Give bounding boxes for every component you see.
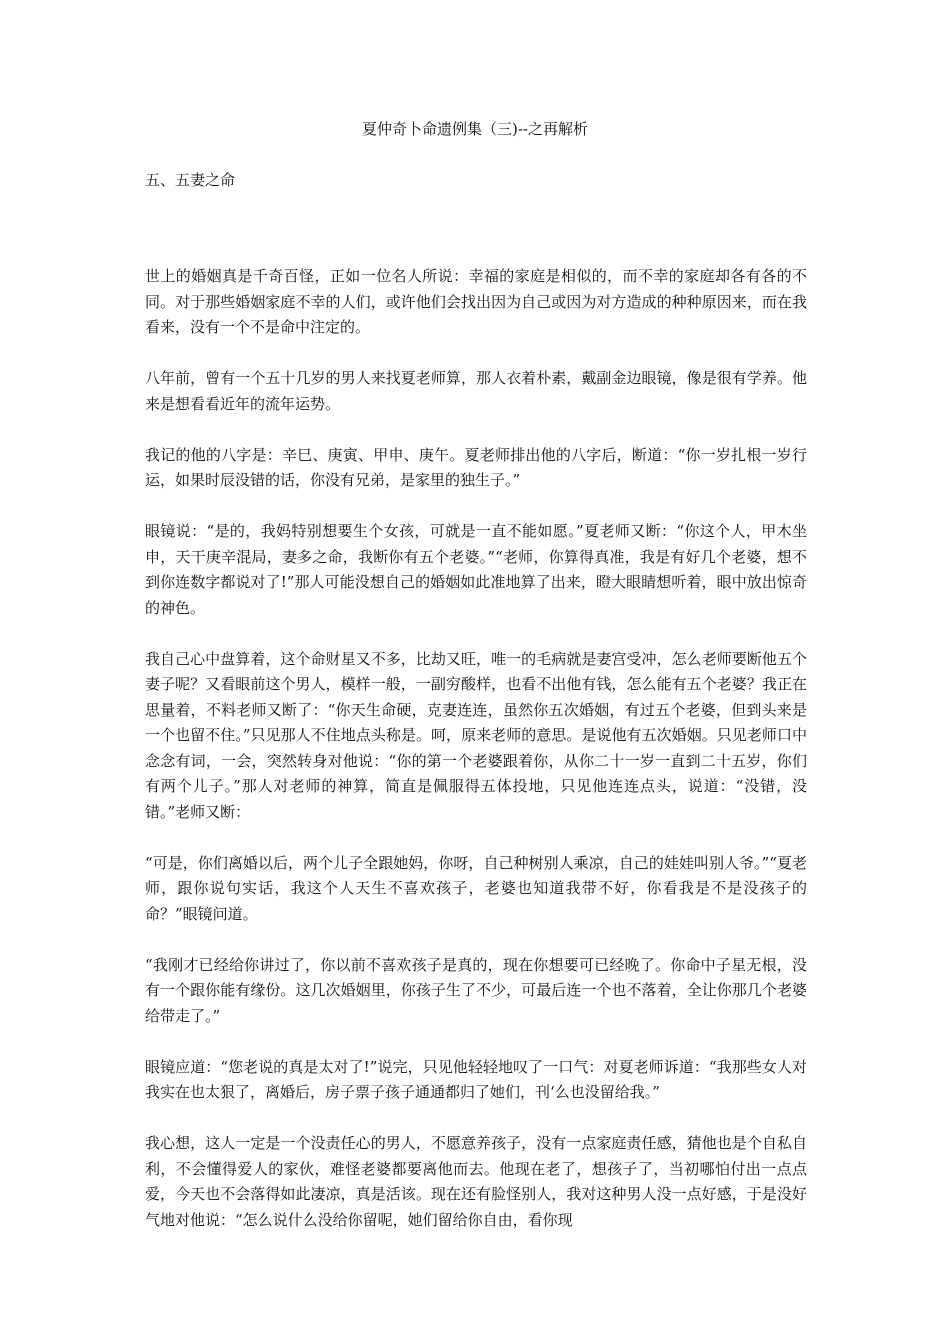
document-title: 夏仲奇卜命遗例集（三)--之再解析 xyxy=(362,120,588,138)
paragraph: “可是，你们离婚以后，两个儿子全跟她妈，你呀，自己种树别人乘凉，自己的娃娃叫别人爷。”“夏老师，跟你说句实话，我这个人天生不喜欢孩子，老婆也知道我带不好，你看我是不是没孩子的命？”眼镜问道。 xyxy=(145,853,807,923)
paragraph: 世上的婚姻真是千奇百怪，正如一位名人所说：幸福的家庭是相似的，而不幸的家庭却各有各的不同。对于那些婚姻家庭不幸的人们，或许他们会找出因为自己或因为对方造成的种种原因来，而在我看来，没有一个不是命中注定的。 xyxy=(145,267,807,336)
paragraph: 眼镜说：“是的，我妈特别想要生个女孩，可就是一直不能如愿。”夏老师又断：“你这个人，甲木坐申，天干庚辛混局，妻多之命，我断你有五个老婆。”“老师，你算得真准，我是有好几个老婆，想不到你连数字都说对了!”那人可能没想自己的婚姻如此准地算了出来，瞪大眼睛想听着，眼中放出惊奇的神色。 xyxy=(145,522,807,617)
paragraph: 眼镜应道：“您老说的真是太对了!”说完，只见他轻轻地叹了一口气：对夏老师诉道：“我那些女人对我实在也太狠了，离婚后，房子票子孩子通通都归了她们，刊‘么也没留给我。” xyxy=(145,1057,807,1101)
section-heading: 五、五妻之命 xyxy=(145,171,236,189)
paragraph: 我自己心中盘算着，这个命财星又不多，比劫又旺，唯一的毛病就是妻宫受冲，怎么老师要断他五个妻子呢？又看眼前这个男人，模样一般，一副穷酸样，也看不出他有钱，怎么能有五个老婆？我正在思量着，不料老师又断了：“你天生命硬，克妻连连，虽然你五次婚姻，有过五个老婆，但到头来是一个也留不住。”只见那人不住地点头称是。呵，原来老师的意思。是说他有五次婚姻。只见老师口中念念有词，一会，突然转身对他说：“你的第一个老婆跟着你，从你二十一岁一直到二十五岁，你们有两个儿子。”那人对老师的神算，简直是佩服得五体投地，只见他连连点头，说道：“没错，没错。”老师又断： xyxy=(145,649,807,821)
paragraph: 我记的他的八字是：辛巳、庚寅、甲申、庚午。夏老师排出他的八字后，断道：“你一岁扎根一岁行运，如果时辰没错的话，你没有兄弟，是家里的独生子。” xyxy=(145,445,807,489)
body-text xyxy=(145,264,807,1259)
paragraph: 八年前，曾有一个五十几岁的男人来找夏老师算，那人衣着朴素，戴副金边眼镜，像是很有学养。他来是想看看近年的流年运势。 xyxy=(145,369,807,413)
paragraph: 我心想，这人一定是一个没责任心的男人，不愿意养孩子，没有一点家庭责任感，猜他也是个自私自利，不会懂得爱人的家伙，难怪老婆都要离他而去。他现在老了，想孩子了，当初哪怕付出一点点爱，今天也不会落得如此凄凉，真是活该。现在还有脸怪别人，我对这种男人没一点好感，于是没好气地对他说：“怎么说什么没给你留呢，她们留给你自由，看你现 xyxy=(145,1134,807,1229)
paragraph: “我刚才已经给你讲过了，你以前不喜欢孩子是真的，现在你想要可已经晚了。你命中子星无根，没有一个跟你能有缘份。这几次婚姻里，你孩子生了不少，可最后连一个也不落着，全让你那几个老婆给带走了。” xyxy=(145,955,807,1025)
